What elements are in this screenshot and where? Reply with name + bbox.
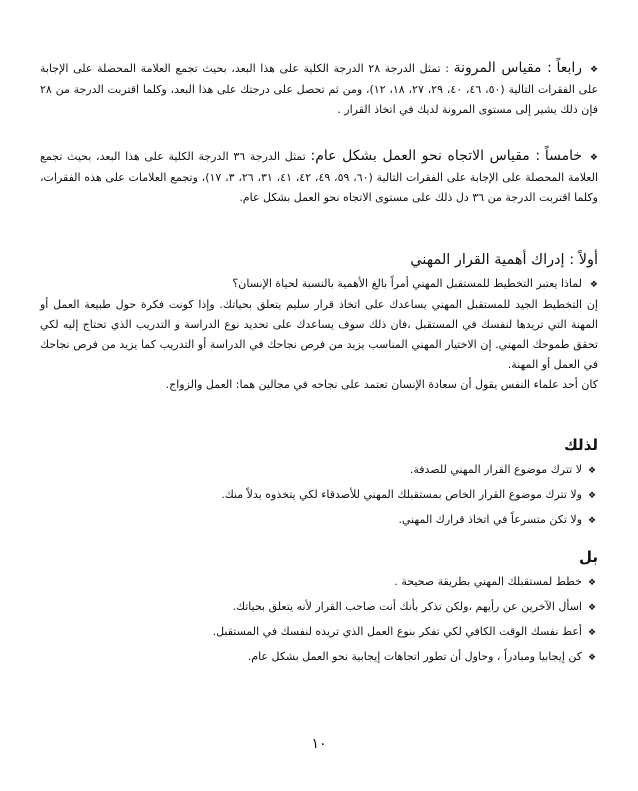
list-item: ❖ولا تترك موضوع القرار الخاص بمستقبلك المهني للأصدقاء لكي يتخذوه بدلاً منك. bbox=[40, 483, 598, 508]
bullet-diamond-icon: ❖ bbox=[587, 466, 597, 476]
bullet-diamond-icon: ❖ bbox=[589, 153, 598, 163]
list-item: ❖ولا تكن متسرعاً في اتخاذ قرارك المهني. bbox=[40, 508, 598, 533]
psychologist-paragraph: كان أحد علماء النفس يقول أن سعادة الإنسان تعتمد على نجاحه في مجالين هما: العمل والزواج. bbox=[165, 378, 598, 391]
work-attitude-label: خامساً bbox=[544, 148, 582, 164]
bullet-diamond-icon: ❖ bbox=[587, 491, 597, 501]
flexibility-body: على الإجابة على الفقرات التالية (٥٠، ٤٦، ٤٠، ٢٩، ٢٧، ١٨، ١٢)، ومن ثم تحصل على درجتك على هذا البعد، وكلما اقتربت الدرجة من ٢٨ فإن ذلك يشير إلى مستوى المرونة لديك في اتخاذ القرار . bbox=[40, 62, 599, 116]
flexibility-scale-name: : مقياس المرونة bbox=[453, 60, 552, 76]
bullet-diamond-icon: ❖ bbox=[587, 628, 597, 638]
flexibility-label: رابعاً bbox=[556, 60, 583, 76]
section-awareness bbox=[40, 248, 598, 395]
work-attitude-scale-name: : مقياس الاتجاه نحو العمل بشكل عام: bbox=[310, 148, 541, 164]
work-attitude-body: بحيث تجمع العلامة المحصلة على الإجابة على الفقرات التالية (٦٠، ٥٩، ٤٩، ٤٢، ٤١، ٣١، ٢٦، ٣، ١٧)، وتجمع العلامات على هذه الفقرات، وكلما اقتربت الدرجة من ٣٦ دل ذلك على مستوى الاتجاه نحو العمل بشكل عام. bbox=[40, 150, 599, 204]
section-rather bbox=[40, 544, 598, 670]
awareness-question bbox=[40, 274, 598, 295]
work-attitude-intro: تمثل الدرجة ٣٦ الدرجة الكلية على هذا البعد، bbox=[96, 150, 306, 163]
section-therefore bbox=[40, 432, 598, 533]
list-item: ❖كن إيجابيا ومبادراً ، وحاول أن تطور اتجاهات إيجابية نحو العمل بشكل عام. bbox=[40, 645, 598, 670]
awareness-title: أولاً : إدراك أهمية القرار المهني bbox=[410, 252, 598, 268]
list-item: ❖خطط لمستقبلك المهني بطريقة صحيحة . bbox=[40, 570, 598, 595]
awareness-paragraph: إن التخطيط الجيد للمستقبل المهني يساعدك على اتخاذ قرار سليم يتعلق بحياتك. وإذا كونت فكرة حول طبيعة العمل أو المهنة التي تريدها لنفسك في المستقبل ،فان ذلك سوف يساعدك على تحديد نوع الدراسة و التدريب الذي تحتاج إليه لكي تحقق طموحك المهني. إن الاختيار المهني المناسب يزيد من فرص نجاحك في الدراسة أو التدريب كما يزيد من فرص نجاحك في العمل أو المهنة. bbox=[40, 298, 598, 371]
page-number: ١٠ bbox=[311, 736, 327, 752]
list-item: ❖أعط نفسك الوقت الكافي لكي تفكر بنوع العمل الذي تريده لنفسك في المستقبل. bbox=[40, 620, 598, 645]
therefore-heading: لذلك bbox=[564, 436, 598, 454]
bullet-diamond-icon: ❖ bbox=[589, 280, 598, 290]
flexibility-paragraph bbox=[40, 58, 598, 120]
work-attitude-paragraph bbox=[40, 146, 598, 208]
bullet-diamond-icon: ❖ bbox=[587, 578, 597, 588]
awareness-question-text: لماذا يعتبر التخطيط للمستقبل المهني أمراً بالغ الأهمية بالنسبة لحياة الإنسان؟ bbox=[232, 277, 582, 290]
bullet-diamond-icon: ❖ bbox=[589, 65, 599, 75]
list-item: ❖لا تترك موضوع القرار المهني للصدفة. bbox=[40, 458, 598, 483]
flexibility-intro: : تمثل الدرجة ٢٨ الدرجة الكلية على هذا البعد، بحيث تجمع العلامة المحصلة bbox=[97, 62, 449, 75]
bullet-diamond-icon: ❖ bbox=[587, 653, 597, 663]
bullet-diamond-icon: ❖ bbox=[587, 516, 597, 526]
section-work-attitude bbox=[40, 146, 598, 208]
rather-heading: بل bbox=[578, 548, 598, 566]
list-item: ❖اسأل الآخرين عن رأيهم ،ولكن تذكر بأنك أنت صاحب القرار لأنه يتعلق بحياتك. bbox=[40, 595, 598, 620]
bullet-diamond-icon: ❖ bbox=[587, 603, 597, 613]
section-flexibility bbox=[40, 58, 598, 120]
